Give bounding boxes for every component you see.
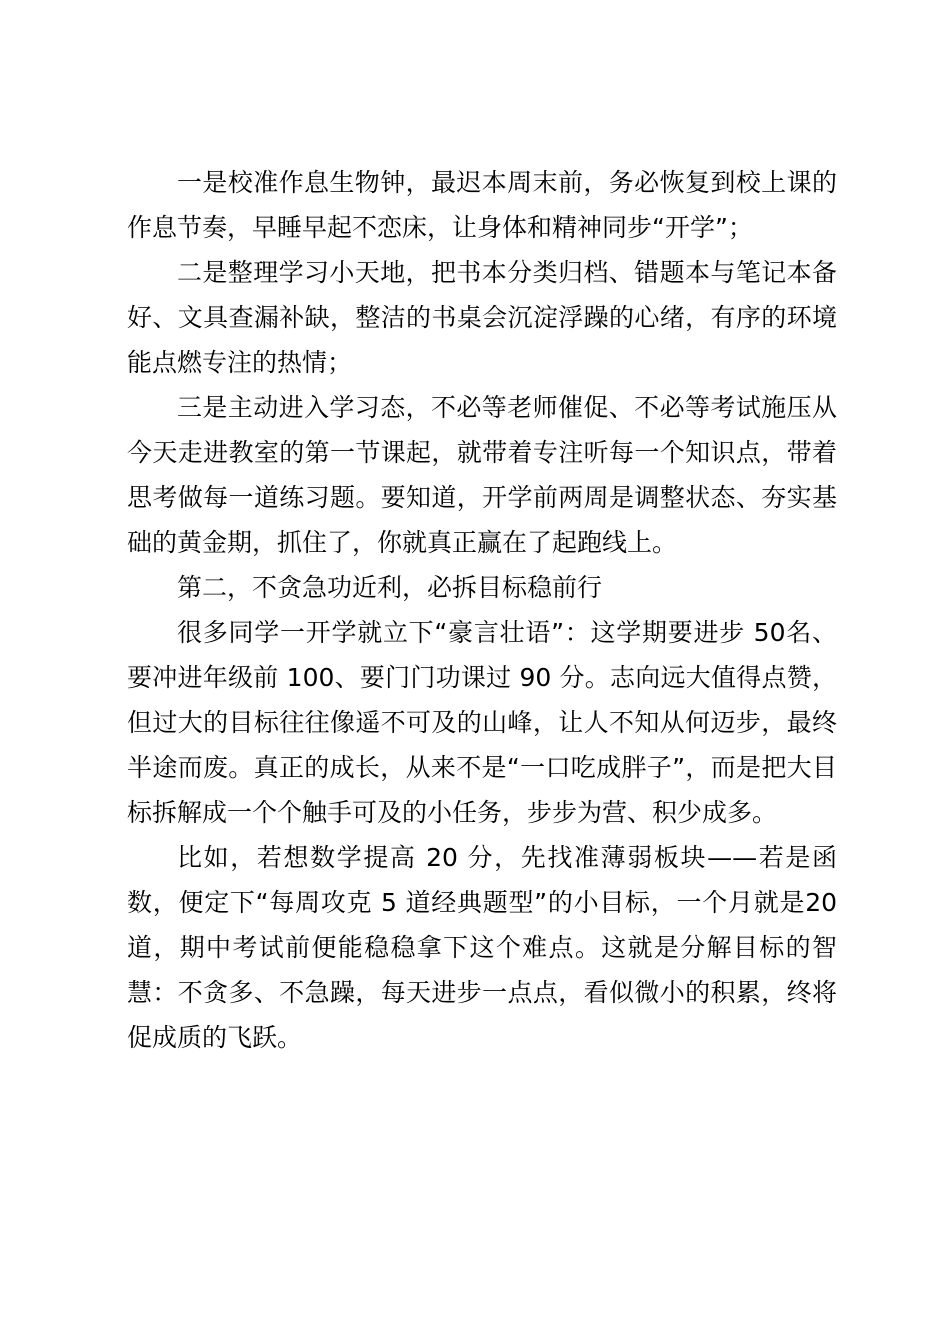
paragraph-big-goals (127, 610, 837, 835)
text-line: 而是把大目标拆解成一个个触手可及的小任务，步步为营、积 (127, 753, 837, 827)
text-line: 第二，不贪急功近利，必拆目标稳前行 (177, 573, 603, 602)
text-line: 很多同学一开学就立下“豪言壮语”：这学期要进步 50 (177, 618, 786, 647)
paragraph-example (127, 835, 837, 1060)
text-line: 智慧：不贪多、不急躁，每天进步一点点，看似微小的积累， (127, 933, 837, 1007)
paragraph-schedule (127, 160, 837, 250)
paragraph-study-space (127, 250, 837, 385)
text-line: 一是校准作息生物钟，最迟本周末前，务必恢复到校上课 (177, 168, 812, 197)
text-line: 数，便定下“每周攻克 5 道经典题型”的小目标，一个月就是 (127, 888, 806, 917)
text-line: 夯实基础的黄金期，抓住了，你就真正赢在了起跑线上。 (127, 483, 837, 557)
section-heading (127, 565, 837, 610)
text-line: 名、要冲进年级前 100、要门门功课过 90 分。志向远大值得 (127, 618, 837, 692)
text-line: 的作息节奏，早睡早起不恋床，让身体和精神同步“开学”； (127, 168, 837, 242)
text-line: 步，最终半途而废。真正的成长，从来不是“一口吃成胖子”， (127, 708, 837, 782)
text-line: 少成多。 (677, 798, 778, 827)
text-line: 三是主动进入学习态，不必等老师催促、不必等考试施压 (177, 393, 812, 422)
text-line: 二是整理学习小天地，把书本分类归档、错题本与笔记本 (177, 258, 812, 287)
paragraph-learning-state (127, 385, 837, 565)
document-body (127, 160, 837, 1060)
text-line: 比如，若想数学提高 20 分，先找准薄弱板块——若是函 (177, 843, 837, 872)
text-line: 点赞，但过大的目标往往像遥不可及的山峰，让人不知从何迈 (127, 663, 837, 737)
text-line: 从今天走进教室的第一节课起，就带着专注听每一个知识点， (127, 393, 837, 467)
text-line: 带着思考做每一道练习题。要知道，开学前两周是调整状态、 (127, 438, 837, 512)
text-line: 备好、文具查漏补缺，整洁的书桌会沉淀浮躁的心绪，有序的 (127, 258, 837, 332)
text-line: 环境能点燃专注的热情； (127, 303, 837, 377)
text-line: 终将促成质的飞跃。 (127, 978, 837, 1052)
text-line: 20 道，期中考试前便能稳稳拿下这个难点。这就是分解目标的 (127, 888, 837, 962)
